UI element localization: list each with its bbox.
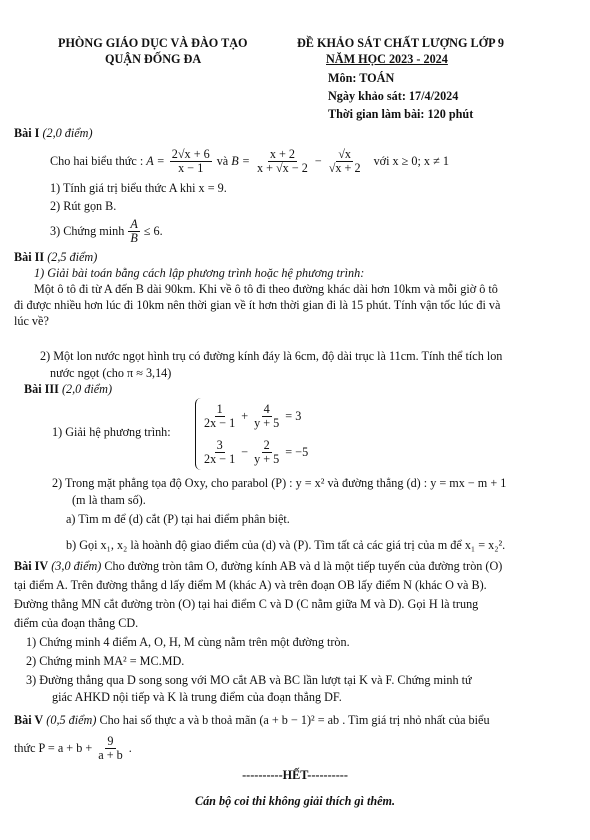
bai5-fraction-denominator: a + b	[98, 747, 123, 762]
A-over-B-numerator: A	[130, 216, 138, 231]
bai3-q2a: a) Tìm m để (d) cắt (P) tại hai điểm phân biệt.	[66, 512, 290, 526]
bai4-line-3: Đường thẳng MN cắt đường tròn (O) tại hai điểm C và D (C nằm giữa M và D). Gọi H là trung	[14, 597, 479, 611]
bai2-q1-line-2: đi được nhiều hơn lúc đi 10km nên thời gian về ít hơn thời gian đi là 15 phút. Tính vận tốc lúc đi và	[14, 298, 501, 312]
B-fraction-2	[327, 148, 363, 175]
eq1-operator: +	[241, 408, 249, 423]
bai1-question-1: 1) Tính giá trị biểu thức A khi x = 9.	[50, 181, 227, 195]
bai3-title: Bài III	[24, 382, 59, 396]
bai4-q3-line-2: giác AHKD nội tiếp và K là trung điểm của đoạn thẳng DF.	[52, 690, 342, 704]
bai2-q1-line-3: lúc về?	[14, 314, 49, 328]
bai2-q2-line-1: 2) Một lon nước ngọt hình trụ có đường kính đáy là 6cm, độ dài trục là 11cm. Tính thể tích lon	[40, 349, 503, 363]
eq2-operator: −	[241, 444, 249, 459]
bai4-points: (3,0 điểm)	[51, 559, 102, 573]
bai3-q2-line-1: 2) Trong mặt phẳng tọa độ Oxy, cho parabol (P) : y = x² và đường thẳng (d) : y = mx − m + 1	[52, 476, 507, 490]
eq1-denominator-2: y + 5	[254, 415, 280, 430]
eq1-numerator-2: 4	[263, 401, 270, 416]
equation-1	[200, 398, 301, 434]
bai2-points: (2,5 điểm)	[47, 250, 98, 264]
B-lhs: B =	[231, 153, 250, 168]
eq1-rhs: = 3	[285, 408, 302, 423]
bai2-q1-line-1: Một ô tô đi từ A đến B dài 90km. Khi về ô tô đi theo đường khác dài hơn 10km và mỗi giờ ô tô	[34, 282, 498, 296]
eq2-numerator-2: 2	[263, 437, 270, 452]
A-numerator: 2√x + 6	[171, 146, 210, 161]
bai5-points: (0,5 điểm)	[46, 713, 97, 727]
A-denominator: x − 1	[178, 160, 204, 175]
bai5-first-line	[14, 713, 490, 728]
bai4-question-2: 2) Chứng minh MA² = MC.MD.	[26, 654, 185, 668]
bai4-line-2: tại điểm A. Trên đường thẳng d lấy điểm M (khác A) và trên đoạn OB lấy điểm N (khác O và B).	[14, 578, 487, 592]
bai4-q3-line-1: 3) Đường thẳng qua D song song với MO cắt AB và BC lần lượt tại K và F. Chứng minh tứ	[26, 673, 472, 687]
and-word: và	[216, 153, 229, 168]
bai4-first-line	[14, 559, 502, 574]
bai4-line-4: điểm của đoạn thẳng CD.	[14, 616, 139, 630]
bai5-line-2	[14, 730, 132, 766]
B-numerator-2: √x	[338, 146, 352, 161]
domain-condition: với x ≥ 0; x ≠ 1	[373, 153, 449, 168]
A-over-B-fraction	[128, 218, 139, 245]
eq2-denominator-1: 2x − 1	[204, 451, 236, 466]
eq1-fraction-1	[202, 403, 237, 430]
bai2-heading	[14, 250, 97, 265]
bai3-heading	[24, 382, 112, 397]
eq2-rhs: = −5	[285, 444, 309, 459]
subject: Môn: TOÁN	[328, 71, 395, 85]
exam-title: ĐỀ KHẢO SÁT CHẤT LƯỢNG LỚP 9	[297, 36, 504, 50]
B-denominator-1: x + √x − 2	[256, 160, 308, 175]
bai4-line-1: Cho đường tròn tâm O, đường kính AB và d là một tiếp tuyến của đường tròn (O)	[104, 559, 503, 573]
bai2-q1-title: 1) Giải bài toán bằng cách lập phương trình hoặc hệ phương trình:	[34, 266, 365, 280]
bai5-fraction-numerator: 9	[107, 733, 114, 748]
bai5-title: Bài V	[14, 713, 44, 727]
equation-2	[200, 434, 308, 470]
q3-suffix: ≤ 6.	[143, 223, 163, 238]
eq2-fraction-2	[252, 439, 281, 466]
department-line-1: PHÒNG GIÁO DỤC VÀ ĐÀO TẠO	[58, 36, 248, 50]
bai4-question-1: 1) Chứng minh 4 điểm A, O, H, M cùng nằm trên một đường tròn.	[26, 635, 350, 649]
department-line-2: QUẬN ĐỐNG ĐA	[105, 52, 202, 66]
eq1-fraction-2	[252, 403, 281, 430]
bai2-q2-line-2: nước ngọt (cho π ≈ 3,14)	[50, 366, 172, 380]
q3-prefix: 3) Chứng minh	[50, 223, 125, 238]
B-denominator-2: √x + 2	[328, 160, 361, 175]
A-over-B-denominator: B	[130, 230, 138, 245]
eq2-denominator-2: y + 5	[254, 451, 280, 466]
bai1-title: Bài I	[14, 126, 40, 140]
bai3-q2b: b) Gọi x₁, x₂ là hoành độ giao điểm của (d) và (P). Tìm tất cả các giá trị của m để x₁ = x₂².	[66, 538, 506, 552]
bai1-question-2: 2) Rút gọn B.	[50, 199, 117, 213]
eq1-numerator-1: 1	[216, 401, 223, 416]
bai5-line-2-prefix: thức P = a + b +	[14, 740, 93, 755]
bai2-title: Bài II	[14, 250, 45, 264]
bai3-q1-label: 1) Giải hệ phương trình:	[52, 425, 171, 439]
bai5-line-1: Cho hai số thực a và b thoả mãn (a + b − 1)² = ab . Tìm giá trị nhỏ nhất của biểu	[99, 713, 490, 727]
A-lhs: A =	[146, 153, 165, 168]
B-fraction-1	[255, 148, 310, 175]
end-marker: ----------HẾT----------	[242, 768, 348, 782]
eq2-fraction-1	[202, 439, 237, 466]
bai1-points: (2,0 điểm)	[42, 126, 93, 140]
bai3-q2-line-2: (m là tham số).	[72, 493, 146, 507]
invigilator-note: Cán bộ coi thi không giải thích gì thêm.	[194, 794, 396, 808]
bai1-intro: Cho hai biểu thức :	[50, 153, 144, 168]
exam-time: Thời gian làm bài: 120 phút	[328, 107, 474, 121]
bai3-points: (2,0 điểm)	[61, 382, 113, 396]
minus-sign: −	[314, 153, 322, 168]
exam-date: Ngày khảo sát: 17/4/2024	[328, 89, 459, 103]
A-fraction	[170, 148, 212, 175]
B-numerator-1: x + 2	[269, 146, 295, 161]
bai1-expressions	[50, 144, 449, 178]
bai5-line-2-suffix: .	[128, 740, 132, 755]
bai1-question-3	[50, 214, 163, 248]
bai5-fraction	[96, 735, 124, 762]
school-year: NĂM HỌC 2023 - 2024	[326, 52, 448, 66]
bai1-heading	[14, 126, 93, 141]
bai4-title: Bài IV	[14, 559, 49, 573]
eq2-numerator-1: 3	[216, 437, 223, 452]
eq1-denominator-1: 2x − 1	[204, 415, 236, 430]
